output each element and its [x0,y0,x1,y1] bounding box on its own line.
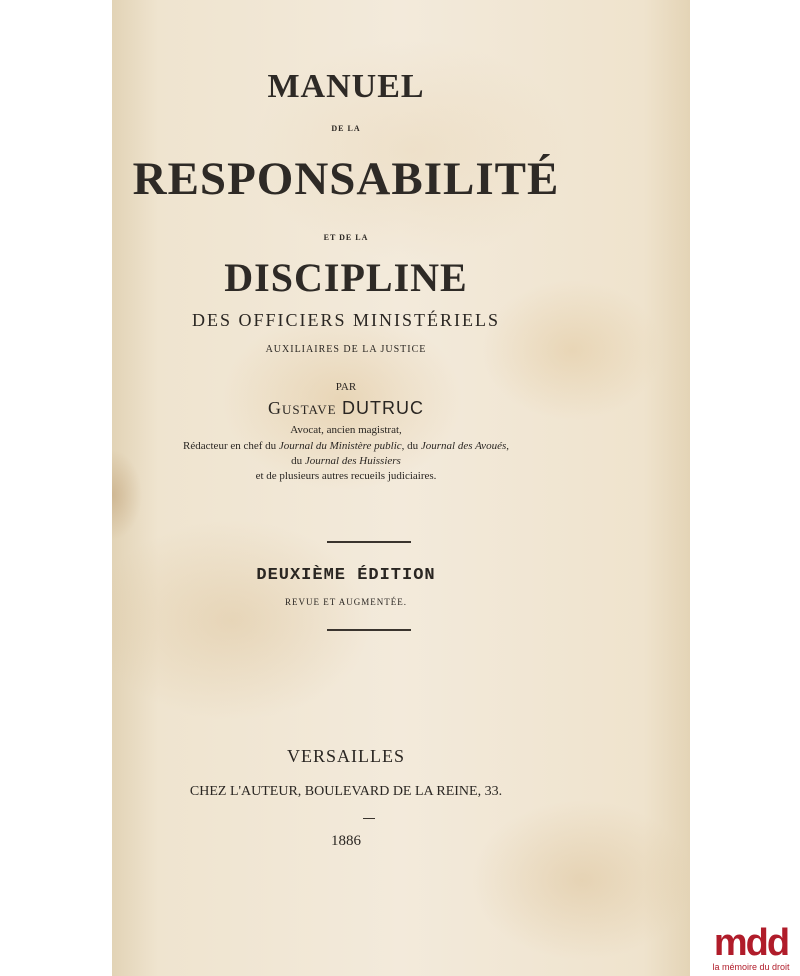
author-credential-2 [2,440,690,452]
title-line-officiers: DES OFFICIERS MINISTÉRIELS [191,310,501,330]
title-line-responsabilite: RESPONSABILITÉ [132,153,560,205]
credential-3-b: Journal des Huissiers [304,455,401,467]
author-credential-4: et de plusieurs autres recueils judiciaires. [255,470,437,482]
mdd-logo-tagline: la mémoire du droit [712,962,790,972]
title-line-et-de-la: ET DE LA [323,233,369,242]
credential-2-b: Journal du Ministère public [278,440,402,452]
divider-top [327,541,411,543]
author-name [2,398,690,419]
title-page [112,0,690,976]
author-credential-1: Avocat, ancien magistrat, [290,424,402,436]
title-line-de-la: DE LA [331,124,361,133]
mdd-logo-mark: mdd [713,922,789,964]
divider-bottom [327,629,411,631]
mdd-logo [710,924,792,972]
edition-title: DEUXIÈME ÉDITION [256,566,436,585]
publisher-city: VERSAILLES [287,746,405,766]
publication-year: 1886 [331,833,361,849]
publisher-address: CHEZ L'AUTEUR, BOULEVARD DE LA REINE, 33. [189,784,503,799]
credential-2-c: , du [401,440,421,452]
title-line-auxiliaires: AUXILIAIRES DE LA JUSTICE [265,344,427,355]
author-credential-3 [2,455,690,467]
author-last-name: DUTRUC [342,398,425,418]
title-line-manuel: MANUEL [267,68,425,105]
credential-3-a: du [291,455,305,467]
edition-subtitle: REVUE ET AUGMENTÉE. [284,597,408,607]
credential-2-a: Rédacteur en chef du [183,440,279,452]
divider-year [363,818,375,819]
title-line-discipline: DISCIPLINE [224,255,468,300]
author-first-name: Gustave [267,398,337,418]
credential-2-d: Journal des Avoués [420,440,507,452]
author-par: PAR [335,381,357,393]
credential-2-e: , [506,440,509,452]
